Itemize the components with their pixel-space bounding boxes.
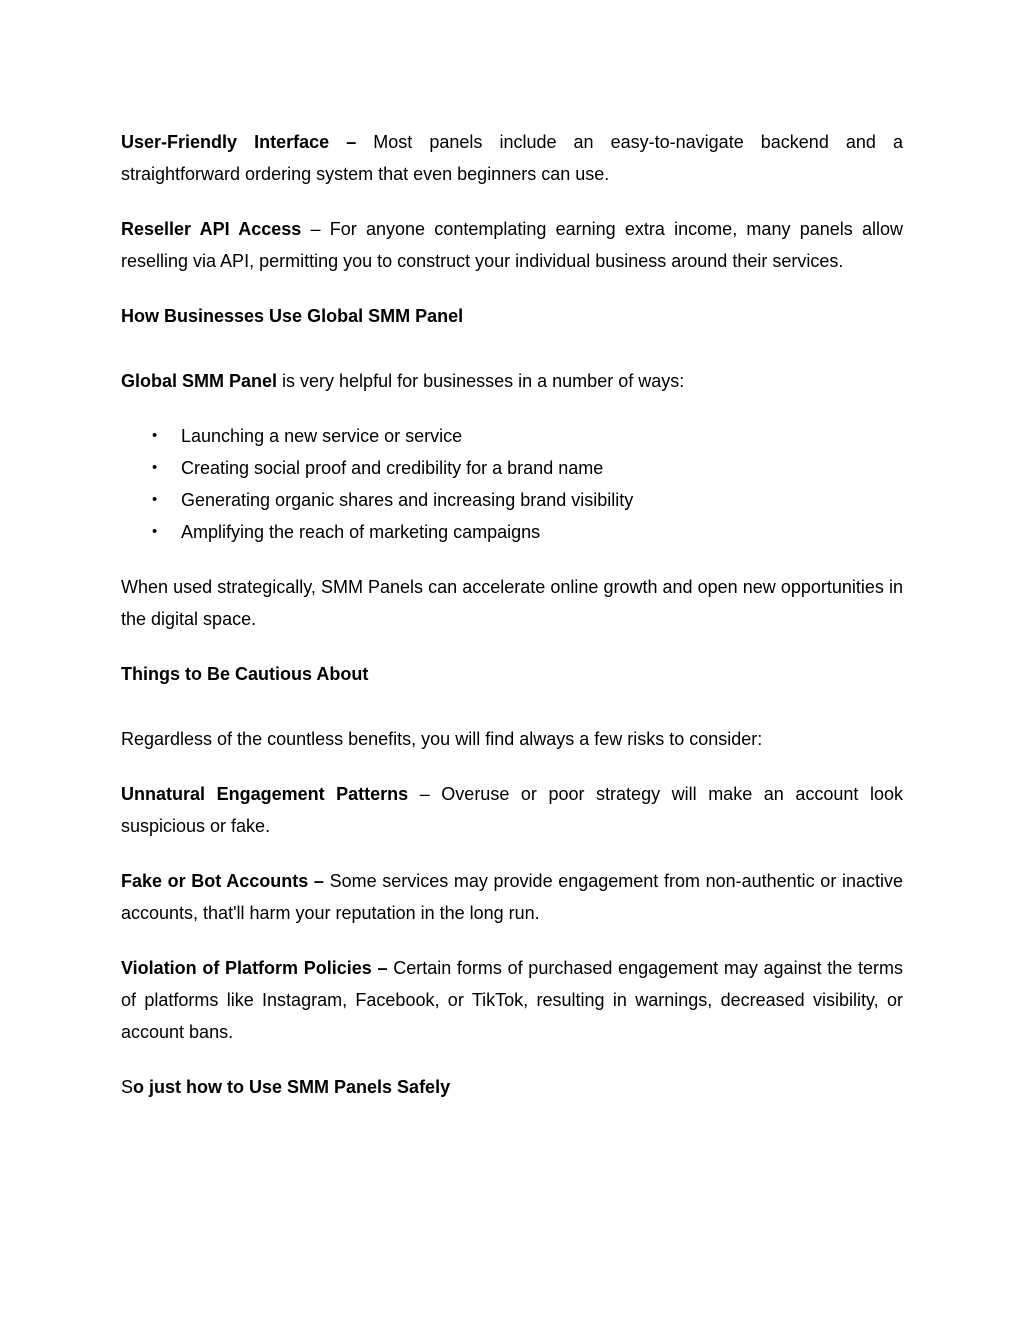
violation-label: Violation of Platform Policies – [121, 958, 388, 978]
strategic-paragraph: When used strategically, SMM Panels can accelerate online growth and open new opportunities in the digital space. [121, 577, 903, 629]
bullet-icon: • [152, 523, 158, 540]
violation-paragraph [121, 952, 903, 1048]
list-item [121, 516, 903, 548]
list-item-text: Amplifying the reach of marketing campaigns [181, 522, 541, 542]
list-item-text: Generating organic shares and increasing brand visibility [181, 490, 634, 510]
bullet-icon: • [152, 459, 158, 476]
business-uses-list [121, 420, 903, 548]
risks-intro-paragraph: Regardless of the countless benefits, you will find always a few risks to consider: [121, 729, 763, 749]
heading-business-use: How Businesses Use Global SMM Panel [121, 306, 464, 326]
document-page [121, 126, 903, 1126]
global-intro-text: is very helpful for businesses in a number of ways: [277, 371, 685, 391]
list-item [121, 452, 903, 484]
violation-text: Certain forms of purchased engagement may against the terms of platforms like Instagram, Facebook, or TikTok, resulting in warnings, decreased visibility, or account bans. [121, 958, 903, 1042]
fake-bot-text: Some services may provide engagement from non-authentic or inactive accounts, that'll harm your reputation in the long run. [121, 871, 903, 923]
list-item [121, 484, 903, 516]
bullet-icon: • [152, 427, 158, 444]
user-friendly-paragraph [121, 126, 903, 190]
bullet-icon: • [152, 491, 158, 508]
reseller-api-text: – For anyone contemplating earning extra income, many panels allow reselling via API, permitting you to construct your individual business around their services. [121, 219, 903, 271]
fake-bot-label: Fake or Bot Accounts – [121, 871, 324, 891]
unnatural-text: – Overuse or poor strategy will make an account look suspicious or fake. [121, 784, 903, 836]
heading-cautious: Things to Be Cautious About [121, 664, 369, 684]
global-intro-paragraph [121, 365, 903, 397]
user-friendly-label: User-Friendly Interface – [121, 132, 357, 152]
unnatural-label: Unnatural Engagement Patterns [121, 784, 409, 804]
global-intro-label: Global SMM Panel [121, 371, 278, 391]
reseller-api-paragraph [121, 213, 903, 277]
heading-safely-rest: o just how to Use SMM Panels Safely [133, 1077, 451, 1097]
list-item-text: Launching a new service or service [181, 426, 463, 446]
unnatural-paragraph [121, 778, 903, 842]
user-friendly-text: Most panels include an easy-to-navigate backend and a straightforward ordering system that even beginners can use. [121, 132, 903, 184]
fake-bot-paragraph [121, 865, 903, 929]
heading-safely-prefix: S [121, 1077, 134, 1097]
list-item [121, 420, 903, 452]
list-item-text: Creating social proof and credibility for a brand name [181, 458, 604, 478]
reseller-api-label: Reseller API Access [121, 219, 302, 239]
heading-safely [121, 1071, 903, 1103]
